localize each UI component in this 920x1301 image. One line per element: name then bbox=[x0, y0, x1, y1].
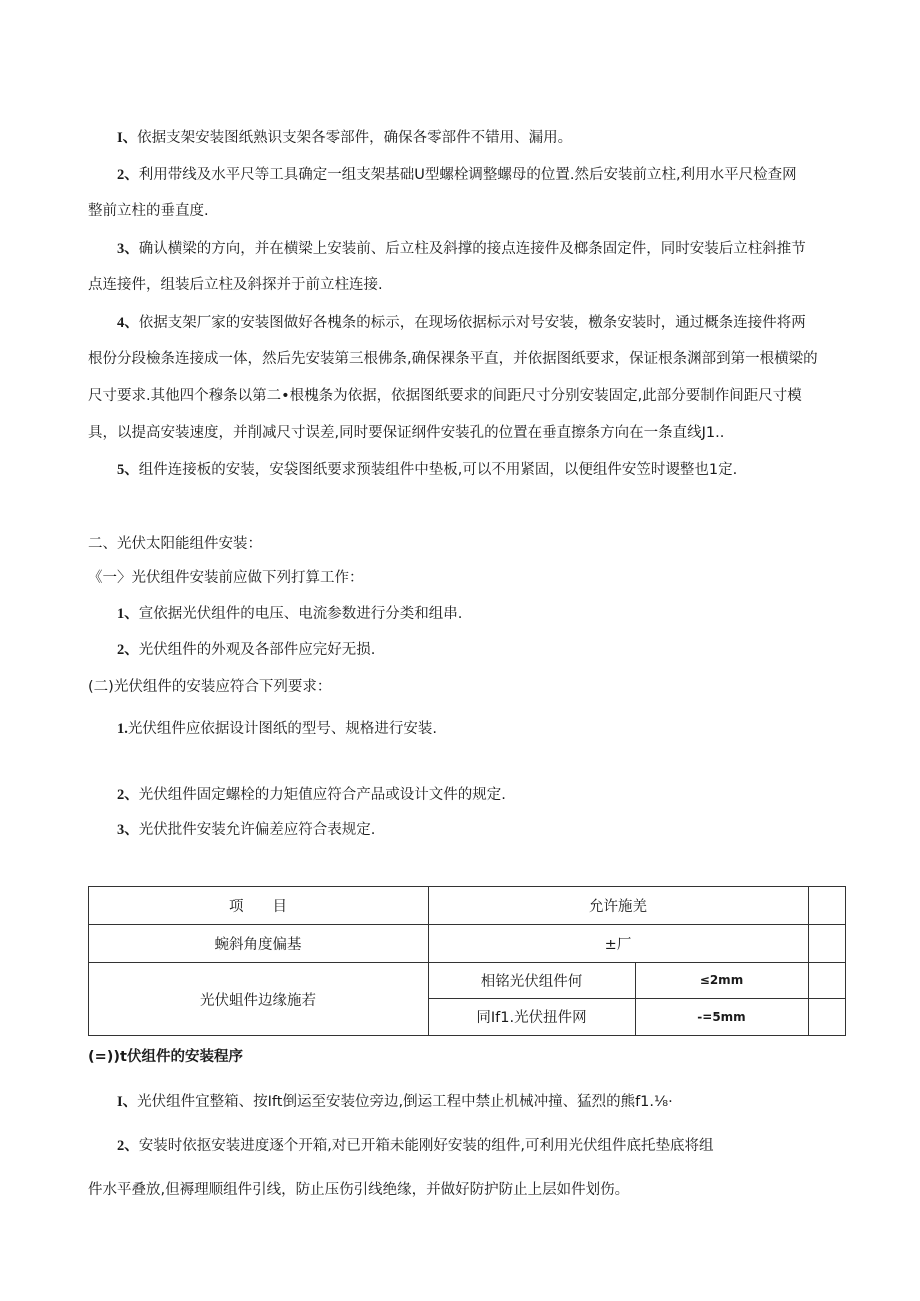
item-text: 依据支架厂家的安装图做好各槐条的标示，在现场依据标示对号安装，檄条安装时，通过概条连接件将两 bbox=[138, 315, 806, 331]
item-text: 宣依据光伏组件的电压、电流参数进行分类和组串. bbox=[138, 606, 463, 622]
paragraph-1-4-cont3: 具，以提高安装速度，并削减尺寸误差,同时要保证纲件安装孔的位置在垂直擦条方向在一条直线J1.. bbox=[88, 425, 725, 441]
item-number: 1、 bbox=[117, 606, 139, 622]
row2-sub2-label: 同If1.光伏扭件网 bbox=[476, 1010, 587, 1026]
item-number: 2、 bbox=[117, 642, 139, 658]
paragraph-3-1 bbox=[117, 1092, 673, 1112]
section-3-heading: (=))t伏组件的安装程序 bbox=[88, 1049, 243, 1065]
tolerance-table bbox=[88, 886, 846, 1036]
paragraph-2-2-3 bbox=[117, 820, 375, 840]
paragraph-3-2-cont: 件水平叠放,但褥理顺组件引线，防止压伤引线绝缘，并做好防护防止上层如件划伤。 bbox=[88, 1182, 630, 1198]
paragraph-2-1-2 bbox=[117, 640, 375, 660]
item-text: 确认横梁的方向，并在横梁上安装前、后立柱及斜撑的接点连接件及榔条固定件，同时安装后立柱斜推节 bbox=[138, 241, 806, 257]
item-text: 光伏组件应依据设计图纸的型号、规格进行安装. bbox=[127, 721, 437, 737]
item-text: 安装时依抠安装进度逐个开箱,对已开箱未能刚好安装的组件,可利用光伏组件底托垫底将组 bbox=[138, 1138, 714, 1154]
paragraph-1-3-cont: 点连接件，组装后立柱及斜探并于前立柱连接. bbox=[88, 277, 383, 293]
paragraph-2-2-2 bbox=[117, 785, 506, 805]
item-text: 组件连接板的安装，安袋图纸要求预装组件中垫板,可以不用紧固，以便组件安笠时谡整也1定. bbox=[138, 462, 738, 478]
item-number: 2、 bbox=[117, 787, 139, 803]
paragraph-1-5 bbox=[117, 460, 737, 480]
paragraph-2-2-1 bbox=[117, 719, 437, 739]
item-number: I、 bbox=[117, 1094, 138, 1110]
paragraph-2-1-1 bbox=[117, 604, 462, 624]
paragraph-3-2 bbox=[117, 1136, 713, 1156]
row2-sub2-value: -=5mm bbox=[697, 1009, 746, 1024]
item-number: 4、 bbox=[117, 315, 139, 331]
item-number: 1. bbox=[117, 721, 128, 737]
section-2-heading: 二、光伏太阳能组件安装： bbox=[88, 536, 262, 552]
item-number: I、 bbox=[117, 130, 138, 146]
row2-sub1-value: ≤2mm bbox=[699, 973, 744, 987]
item-number: 2、 bbox=[117, 167, 139, 183]
section-2-sub2-heading: (二)光伏组件的安装应符合下列要求： bbox=[88, 679, 332, 695]
paragraph-1-1 bbox=[117, 128, 572, 148]
paragraph-1-3 bbox=[117, 239, 806, 259]
item-text: 光伏组件固定螺栓的力矩值应符合产品或设计文件的规定. bbox=[138, 787, 506, 803]
item-number: 5、 bbox=[117, 462, 139, 478]
section-2-sub1-heading: 《一〉光伏组件安装前应做下列打算工作： bbox=[88, 570, 364, 586]
header-item: 项 目 bbox=[229, 898, 287, 915]
paragraph-1-4 bbox=[117, 313, 806, 333]
table-border-right bbox=[845, 886, 846, 1036]
row2-sub1-label: 相铭光伏组件何 bbox=[480, 973, 583, 990]
row1-value: ±厂 bbox=[604, 936, 632, 953]
header-tolerance: 允许施羌 bbox=[589, 898, 647, 915]
paragraph-1-4-cont1: 根份分段檢条连接成一体，然后先安装第三根佛条,确保裸条平直，并依据图纸要求，保证根条渊部到第一根横梁的 bbox=[88, 351, 818, 367]
item-number: 3、 bbox=[117, 241, 139, 257]
paragraph-1-2 bbox=[117, 165, 797, 185]
paragraph-1-2-cont: 整前立柱的垂直度. bbox=[88, 203, 209, 219]
paragraph-1-4-cont2: 尺寸要求.其他四个穆条以第二•根槐条为依据，依据图纸要求的间距尺寸分别安装固定,此部分要制作间距尺寸模 bbox=[88, 388, 802, 404]
item-text: 光伏组件的外观及各部件应完好无损. bbox=[138, 642, 376, 658]
item-text: 光伏批件安装允许偏差应符合表规定. bbox=[138, 822, 376, 838]
table-border-col3 bbox=[808, 886, 809, 1036]
item-text: 光伏组件宜整箱、按Ift倒运至安装位旁边,倒运工程中禁止机械冲撞、猛烈的熊f1.⅛· bbox=[137, 1094, 673, 1110]
item-number: 3、 bbox=[117, 822, 139, 838]
item-text: 依据支架安装图纸熟识支架各零部件，确保各零部件不错用、漏用。 bbox=[137, 130, 573, 146]
row1-label: 蜿斜角度偏基 bbox=[214, 936, 302, 953]
row2-label: 光伏蛆件边缘施若 bbox=[200, 992, 316, 1009]
item-number: 2、 bbox=[117, 1138, 139, 1154]
item-text: 利用带线及水平尺等工具确定一组支架基础U型螺栓调整螺母的位置.然后安装前立柱,利用水平尺检查网 bbox=[138, 167, 797, 183]
